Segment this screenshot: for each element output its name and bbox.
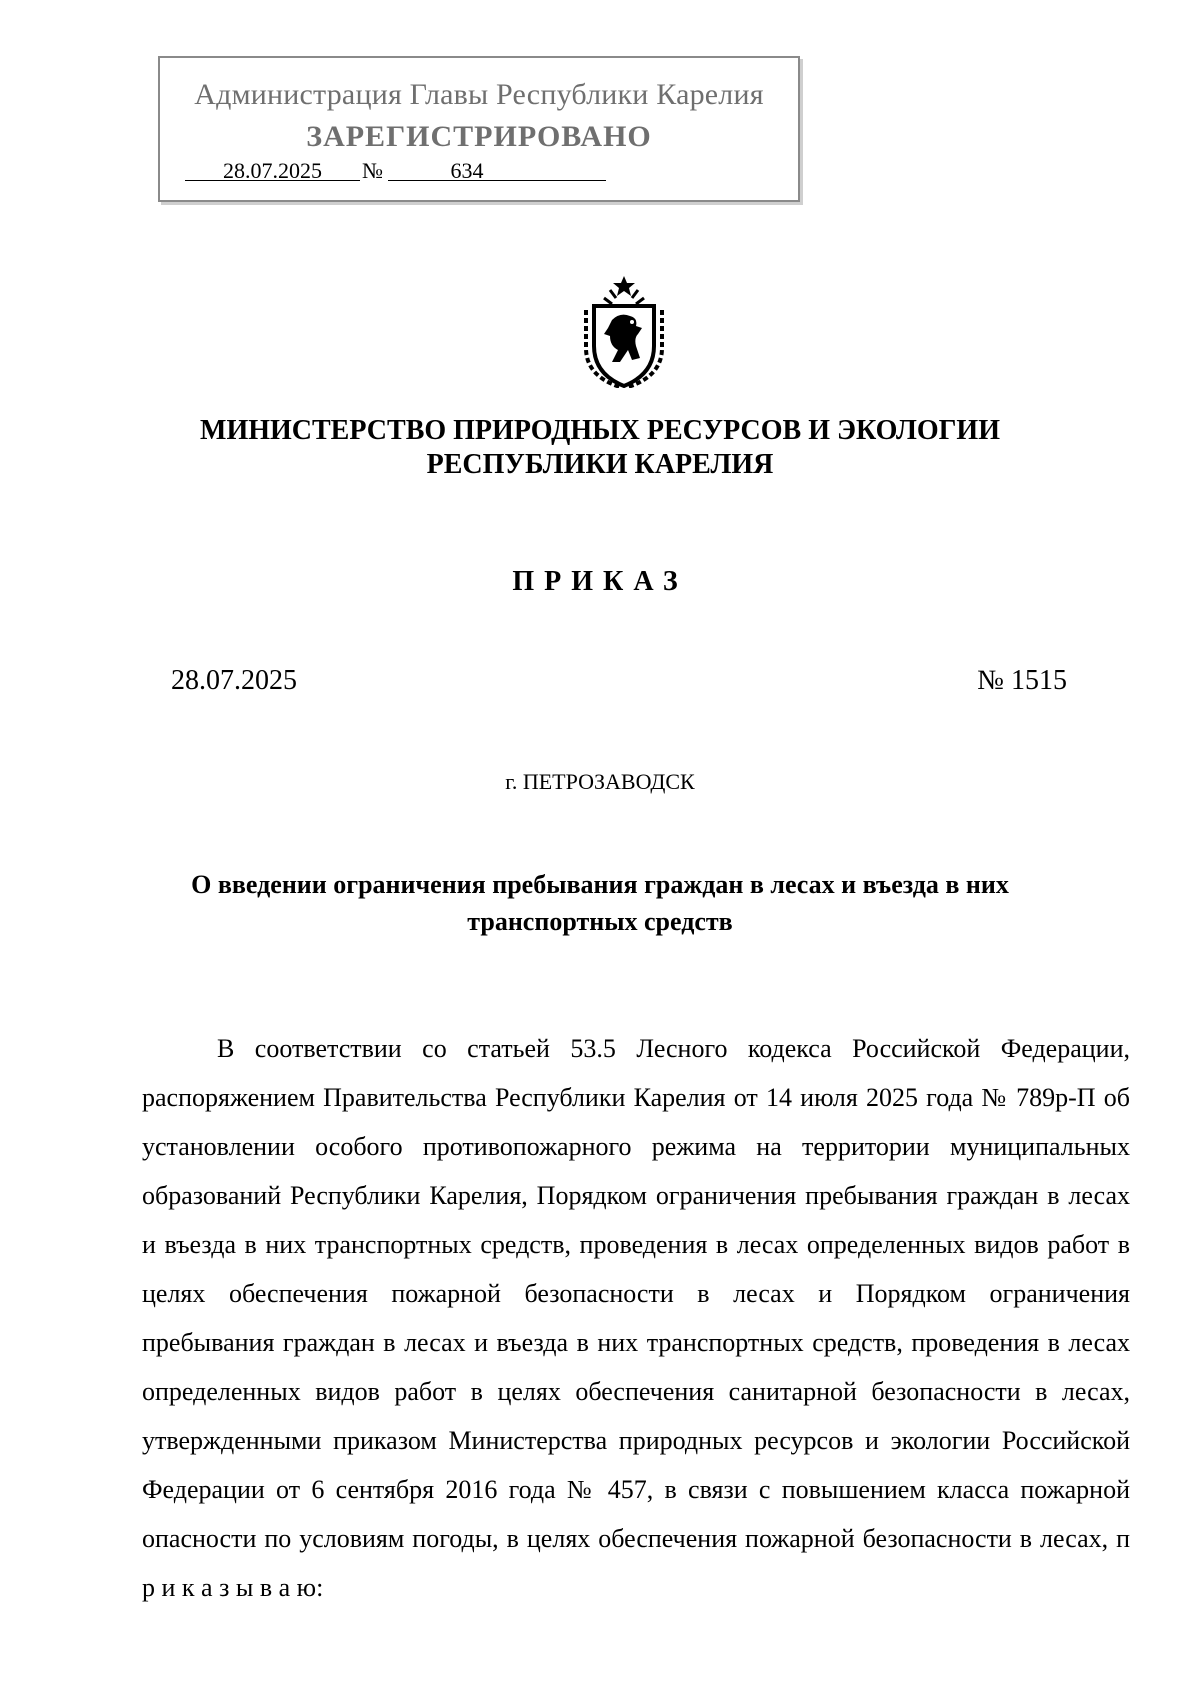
subject-line-1: О введении ограничения пребывания граждан в лесах и въезда в них: [191, 870, 1009, 899]
order-city: г. ПЕТРОЗАВОДСК: [505, 769, 695, 794]
order-date: 28.07.2025: [171, 665, 297, 696]
ministry-line-1: МИНИСТЕРСТВО ПРИРОДНЫХ РЕСУРСОВ И ЭКОЛОГИИ: [200, 415, 1000, 446]
registration-stamp: [158, 56, 800, 202]
body-paragraph: В соответствии со статьей 53.5 Лесного кодекса Российской Федерации, распоряжением Правительства Республики Карелия от 14 июля 2025 года № 789р-П об установлении особого противопожарного режима на территории муниципальных образований Республики Карелия, Порядком ограничения пребывания граждан в лесах и въезда в них транспортных средств, проведения в лесах определенных видов работ в целях обеспечения пожарной безопасности в лесах и Порядком ограничения пребывания граждан в лесах и въезда в них транспортных средств, проведения в лесах определенных видов работ в целях обеспечения санитарной безопасности в лесах, утвержденными приказом Министерства природных ресурсов и экологии Российской Федерации от 6 сентября 2016 года № 457, в связи с повышением класса пожарной опасности по условиям погоды, в целях обеспечения пожарной безопасности в лесах, п р и к а з ы в а ю:: [142, 1034, 1130, 1602]
stamp-date: 28.07.2025: [223, 158, 322, 183]
subject-line-2: транспортных средств: [467, 907, 733, 936]
stamp-status: ЗАРЕГИСТРИРОВАНО: [306, 120, 652, 153]
stamp-organization: Администрация Главы Республики Карелия: [194, 78, 764, 111]
stamp-number: 634: [450, 158, 484, 183]
document-type-title: ПРИКАЗ: [512, 566, 688, 597]
ministry-line-2: РЕСПУБЛИКИ КАРЕЛИЯ: [426, 449, 774, 480]
order-number: № 1515: [977, 665, 1067, 696]
karelia-coat-of-arms-icon: [580, 276, 668, 388]
order-subject: [150, 866, 1050, 940]
ministry-name: [100, 414, 1100, 482]
stamp-number-label: №: [362, 158, 383, 183]
